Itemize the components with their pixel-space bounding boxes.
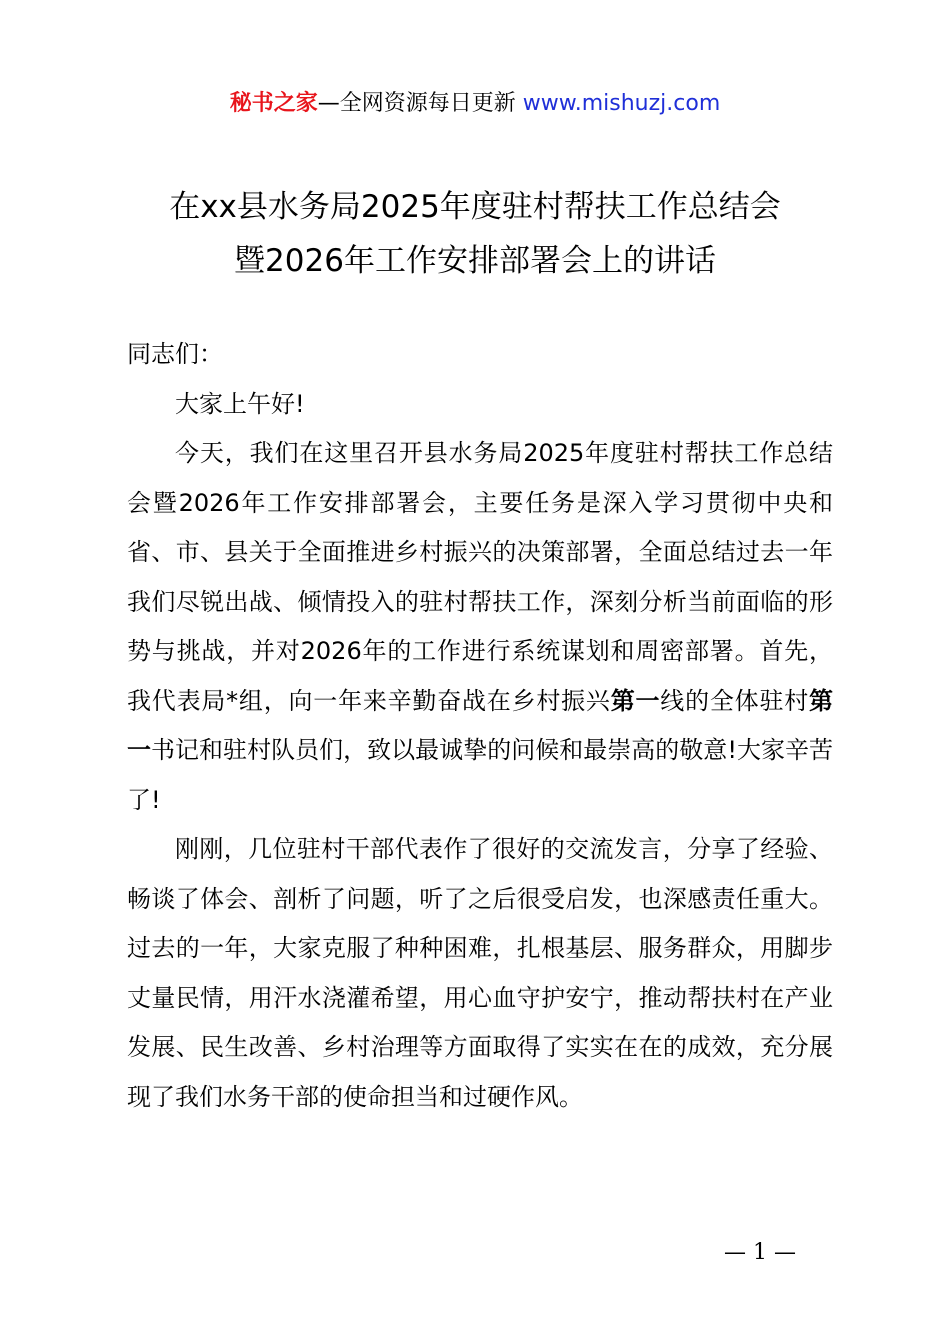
title-line-2: 暨2026年工作安排部署会上的讲话 xyxy=(234,243,716,279)
page-number: — 1 — xyxy=(724,1240,796,1265)
salutation: 同志们： xyxy=(127,340,223,368)
site-brand: 秘书之家 xyxy=(229,91,318,116)
paragraph-1-bold-b: 第一 xyxy=(127,686,834,764)
site-url-link[interactable]: www.mishuzj.com xyxy=(522,91,721,116)
paragraph-1-text-c: 书记和驻村队员们，致以最诚挚的问候和最崇高的敬意!大家辛苦了! xyxy=(127,736,833,814)
document-title xyxy=(60,180,890,288)
paragraph-1-text-a: 今天，我们在这里召开县水务局2025年度驻村帮扶工作总结会暨2026年工作安排部署会，主要任务是深入学习贯彻中央和省、市、县关于全面推进乡村振兴的决策部署，全面总结过去一年我们尽锐出战、倾情投入的驻村帮扶工作，深刻分析当前面临的形势与挑战，并对2026年的工作进行系统谋划和周密部署。首先，我代表局*组，向一年来辛勤奋战在乡村振兴 xyxy=(127,439,833,715)
title-line-1: 在xx县水务局2025年度驻村帮扶工作总结会 xyxy=(169,189,781,225)
document-body xyxy=(127,330,833,1122)
site-header xyxy=(0,86,950,122)
paragraph-1 xyxy=(127,429,833,825)
greeting: 大家上午好! xyxy=(175,389,305,418)
paragraph-1-text-b: 线的全体驻村 xyxy=(660,686,810,715)
paragraph-2: 刚刚，几位驻村干部代表作了很好的交流发言，分享了经验、畅谈了体会、剖析了问题，听了之后很受启发，也深感责任重大。过去的一年，大家克服了种种困难，扎根基层、服务群众，用脚步丈量民情，用汗水浇灌希望，用心血守护安宁，推动帮扶村在产业发展、民生改善、乡村治理等方面取得了实实在在的成效，充分展现了我们水务干部的使命担当和过硬作风。 xyxy=(127,835,833,1111)
paragraph-1-bold-a: 第一 xyxy=(610,686,661,715)
site-slogan: —全网资源每日更新 xyxy=(317,91,523,116)
